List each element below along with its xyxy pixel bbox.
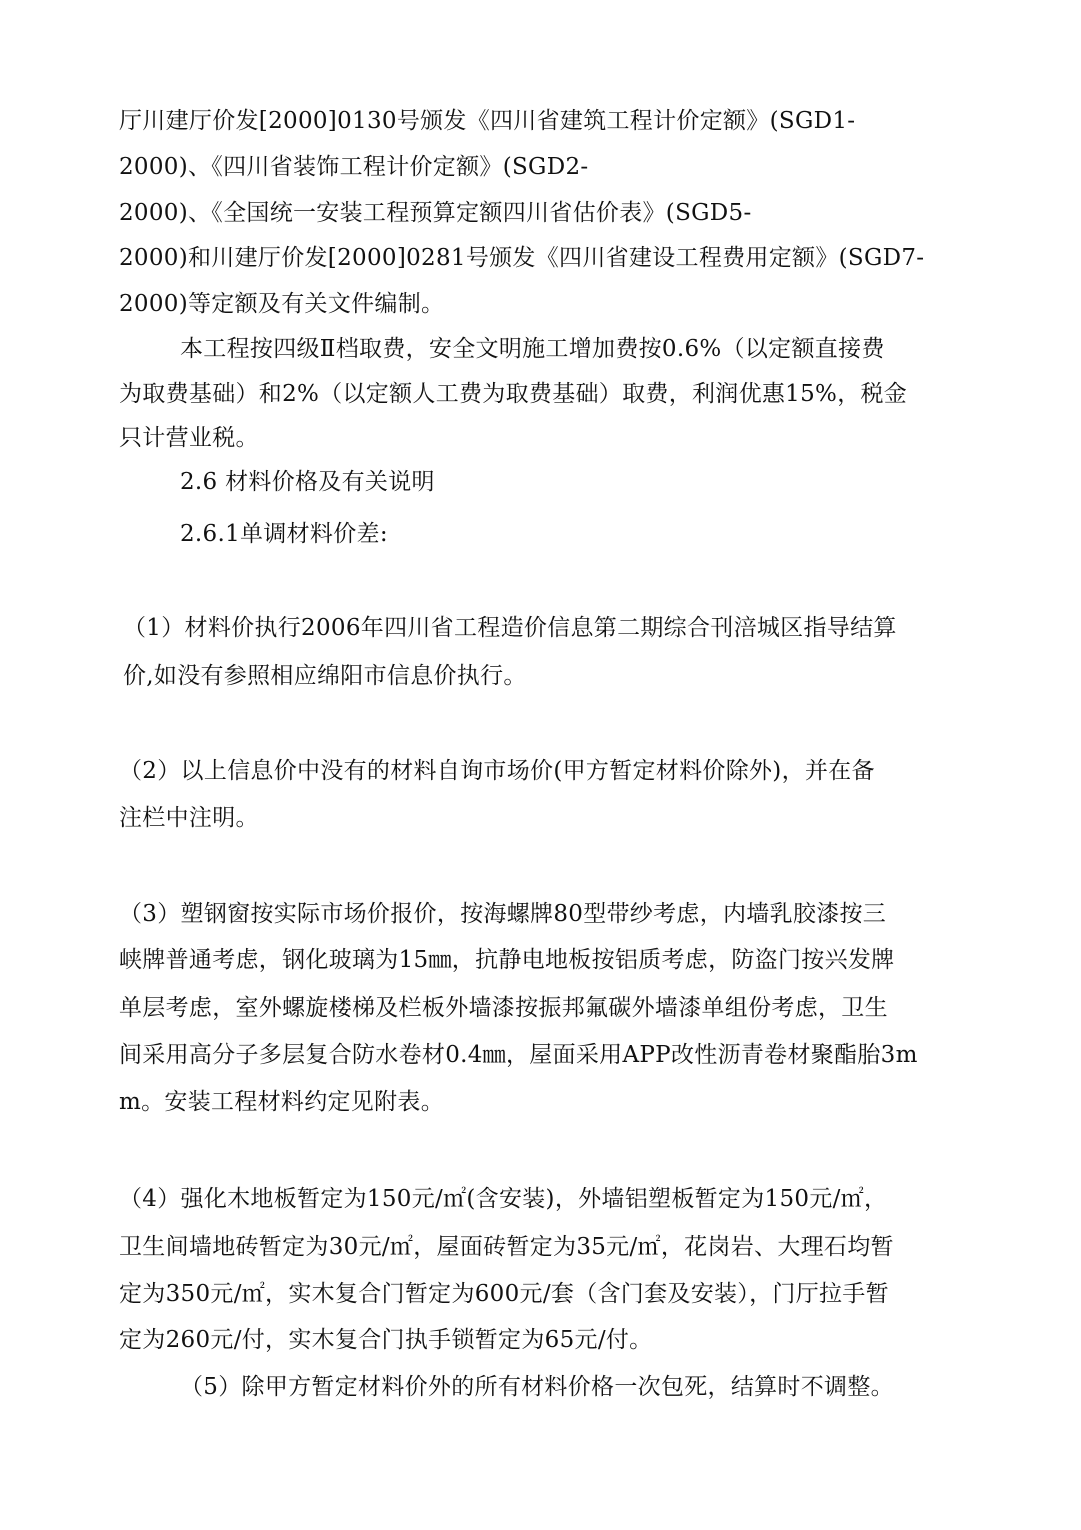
text-line: 注栏中注明。 <box>119 805 259 831</box>
text-line: 间采用高分子多层复合防水卷材0.4㎜，屋面采用APP改性沥青卷材聚酯胎3m <box>119 1042 918 1068</box>
text-line: 厅川建厅价发[2000]0130号颁发《四川省建筑工程计价定额》(SGD1- <box>119 108 856 134</box>
text-line: （5）除甲方暂定材料价外的所有材料价格一次包死，结算时不调整。 <box>180 1374 894 1400</box>
text-line: （3）塑钢窗按实际市场价报价，按海螺牌80型带纱考虑，内墙乳胶漆按三 <box>119 901 887 927</box>
text-line: 2000)、《全国统一安装工程预算定额四川省估价表》(SGD5- <box>119 200 752 226</box>
text-line: 卫生间墙地砖暂定为30元/㎡，屋面砖暂定为35元/㎡，花岗岩、大理石均暂 <box>119 1234 894 1260</box>
text-line: 只计营业税。 <box>119 425 259 451</box>
text-line: 单层考虑，室外螺旋楼梯及栏板外墙漆按振邦氟碳外墙漆单组份考虑，卫生 <box>119 995 888 1021</box>
text-line: 峡牌普通考虑，钢化玻璃为15㎜，抗静电地板按铝质考虑，防盗门按兴发牌 <box>119 947 895 973</box>
text-line: 2000)等定额及有关文件编制。 <box>119 291 445 317</box>
text-line: m。安装工程材料约定见附表。 <box>119 1089 445 1115</box>
text-line: 本工程按四级Ⅱ档取费，安全文明施工增加费按0.6%（以定额直接费 <box>180 336 885 362</box>
text-line: （4）强化木地板暂定为150元/㎡(含安装)，外墙铝塑板暂定为150元/㎡， <box>119 1186 888 1212</box>
text-line: （2）以上信息价中没有的材料自询市场价(甲方暂定材料价除外)，并在备 <box>119 758 875 784</box>
text-line: （1）材料价执行2006年四川省工程造价信息第二期综合刊涪城区指导结算 <box>123 615 897 641</box>
text-line: 定为260元/付，实木复合门执手锁暂定为65元/付。 <box>119 1327 653 1353</box>
text-line: 定为350元/㎡，实木复合门暂定为600元/套（含门套及安装），门厅拉手暂 <box>119 1281 889 1307</box>
section-heading: 2.6 材料价格及有关说明 <box>180 469 435 495</box>
text-line: 为取费基础）和2%（以定额人工费为取费基础）取费，利润优惠15%，税金 <box>119 381 908 407</box>
text-line: 价,如没有参照相应绵阳市信息价执行。 <box>123 663 527 689</box>
subsection-heading: 2.6.1单调材料价差: <box>180 521 388 547</box>
text-line: 2000)和川建厅价发[2000]0281号颁发《四川省建设工程费用定额》(SGD7- <box>119 245 925 271</box>
text-line: 2000)、《四川省装饰工程计价定额》(SGD2- <box>119 154 589 180</box>
